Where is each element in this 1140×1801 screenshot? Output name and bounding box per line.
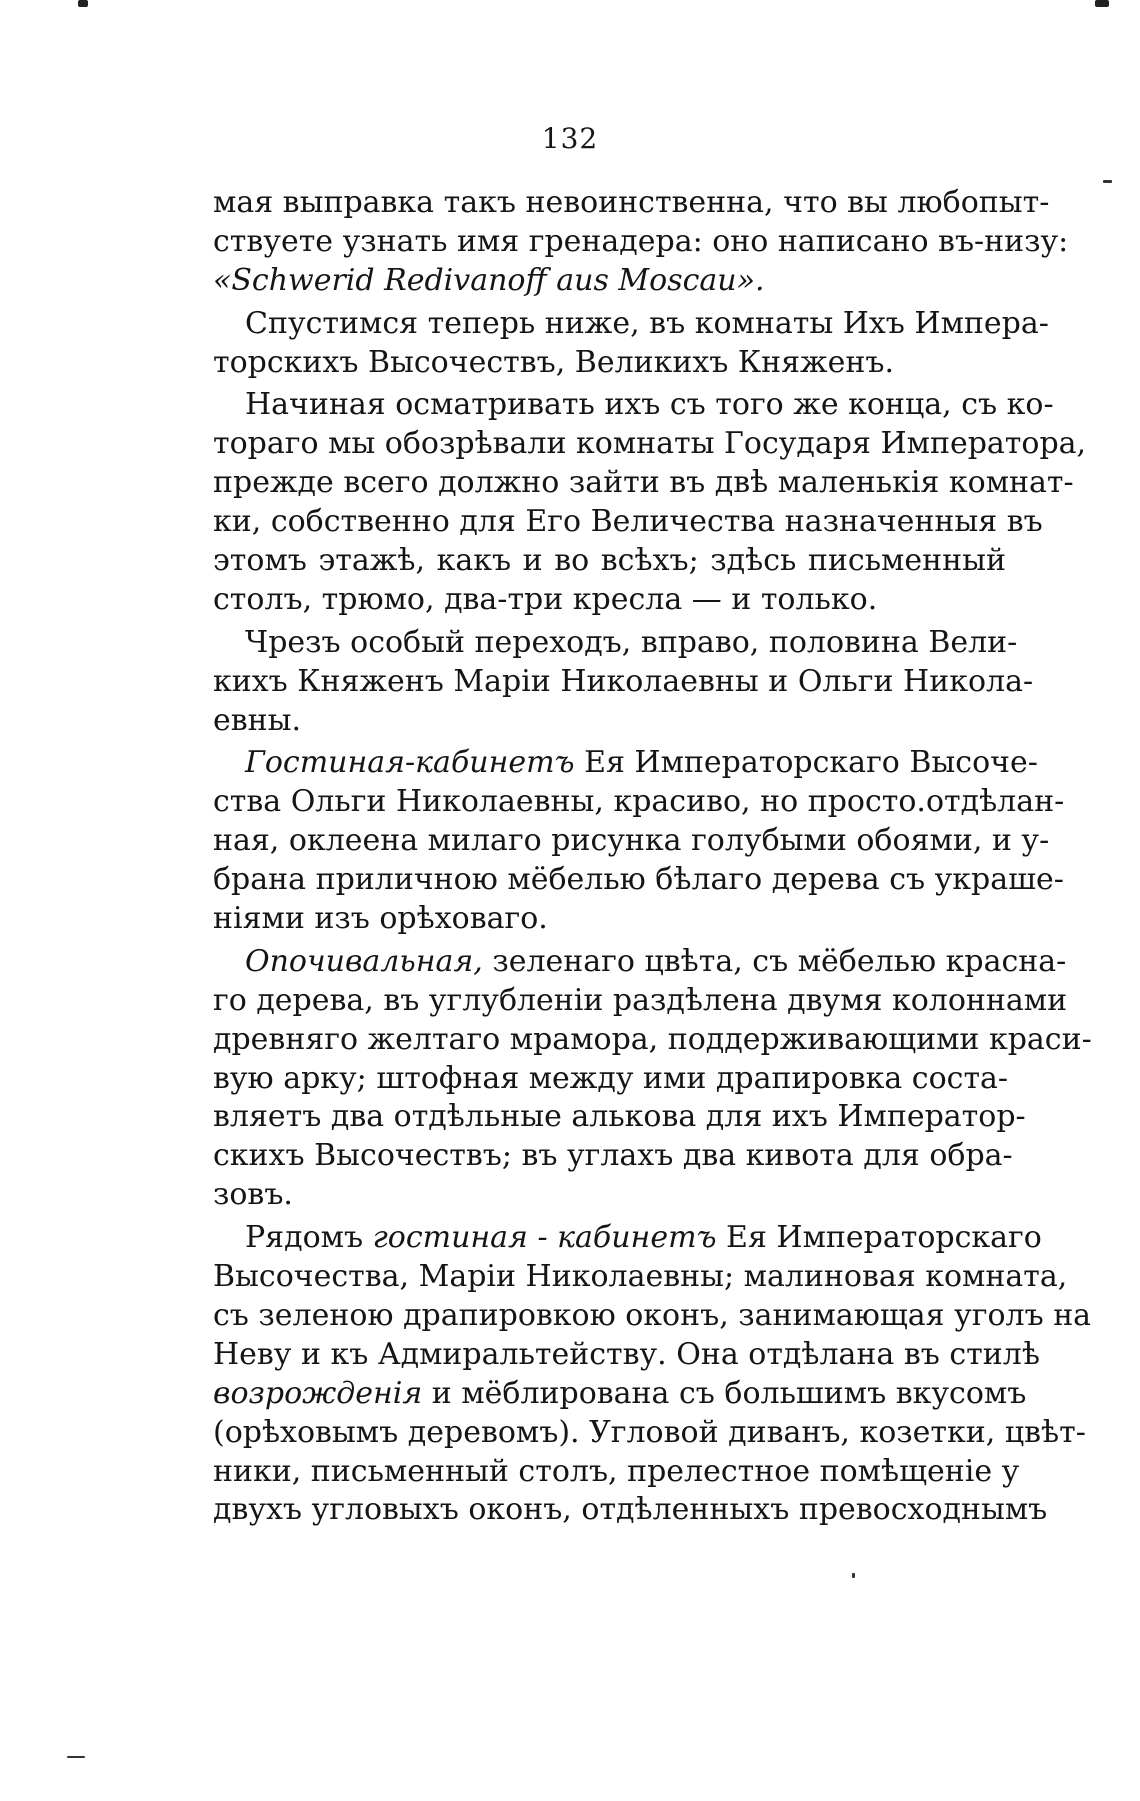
text-line: скихъ Высочествъ; въ углахъ два кивота для обра- [213, 1138, 1013, 1174]
text-span: Ея Императорскаго Высоче- [574, 745, 1038, 781]
text-line: тораго мы обозрѣвали комнаты Государя Императора, [213, 426, 1087, 462]
text-line [213, 744, 1038, 783]
text-line: древняго желтаго мрамора, поддерживающими краси- [213, 1021, 1092, 1057]
text-line: кихъ Княженъ Маріи Николаевны и Ольги Николa- [213, 663, 1034, 699]
text-line: Чрезъ особый переходъ, вправо, половина Вели- [245, 624, 1018, 660]
text-line: брана приличною мёбелью бѣлаго дерева съ украше- [213, 862, 1064, 898]
text-line-italic: «Schwerid Redivanoff aus Moscau». [213, 262, 765, 298]
text-line: (орѣховымъ деревомъ). Угловой диванъ, козетки, цвѣт- [213, 1414, 1086, 1450]
text-span: Ея Императорскаго [716, 1220, 1042, 1256]
page-number: 132 [541, 122, 599, 155]
italic-phrase: Гостиная-кабинетъ [245, 745, 575, 781]
text-line [213, 1375, 1027, 1414]
page-body [213, 184, 1092, 1530]
text-line: ства Ольги Николаевны, красиво, но просто.отдѣлан- [213, 784, 1065, 820]
scan-speck [67, 1756, 85, 1758]
text-line: Начиная осматривать ихъ съ того же конца, съ ко- [245, 387, 1054, 423]
text-line: ствуете узнать имя гренадера: оно написано въ-низу: [213, 223, 1069, 259]
text-line: Спустимся теперь ниже, въ комнаты Ихъ Импера- [245, 305, 1049, 341]
text-line: ная, оклеена милаго рисунка голубыми обоями, и у- [213, 823, 1050, 859]
italic-phrase: Опочивальная, [245, 943, 483, 979]
text-line: мая выправка такъ невоинственна, что вы любопыт- [213, 185, 1050, 220]
text-line: вляетъ два отдѣльные алькова для ихъ Император- [213, 1099, 1026, 1135]
text-line: евны. [213, 702, 302, 738]
text-line: ки, собственно для Его Величества назначенныя въ [213, 504, 1043, 540]
text-line: ніями изъ орѣховаго. [213, 901, 548, 937]
text-line [213, 943, 1067, 982]
text-line [213, 1219, 1042, 1258]
text-line: столъ, трюмо, два-три кресла — и только. [213, 581, 878, 617]
scan-mark [78, 0, 88, 7]
text-line: этомъ этажѣ, какъ и во всѣхъ; здѣсь письменный [213, 543, 1006, 579]
text-line: зовъ. [213, 1177, 293, 1213]
text-line: Неву и къ Адмиральтейству. Она отдѣлана въ стилѣ [213, 1336, 1040, 1372]
scan-top-edge [0, 0, 1140, 10]
text-line: торскихъ Высочествъ, Великихъ Княженъ. [213, 344, 895, 380]
italic-phrase: гостиная - кабинетъ [372, 1220, 717, 1256]
italic-phrase: возрожденія [213, 1375, 423, 1411]
text-line: Высочества, Маріи Николаевны; малиновая комната, [213, 1259, 1068, 1295]
text-line: двухъ угловыхъ оконъ, отдѣленныхъ превосходнымъ [213, 1492, 1048, 1528]
scan-speck [1103, 180, 1112, 183]
text-line: вую арку; штофная между ими драпировка соста- [213, 1060, 1009, 1096]
text-line: прежде всего должно зайти въ двѣ маленькія комнат- [213, 465, 1074, 501]
text-span: и мёблирована съ большимъ вкусомъ [422, 1375, 1027, 1411]
scan-mark [1095, 0, 1109, 7]
text-line: го дерева, въ углубленіи раздѣлена двумя колоннами [213, 982, 1068, 1018]
text-line: ники, письменный столъ, прелестное помѣщеніе у [213, 1453, 1020, 1489]
text-span: зеленаго цвѣта, съ мёбелью красна- [482, 943, 1067, 979]
scan-speck [852, 1573, 855, 1578]
text-line: съ зеленою драпировкою оконъ, занимающая уголъ на [213, 1297, 1092, 1333]
text-span: Рядомъ [245, 1220, 373, 1256]
